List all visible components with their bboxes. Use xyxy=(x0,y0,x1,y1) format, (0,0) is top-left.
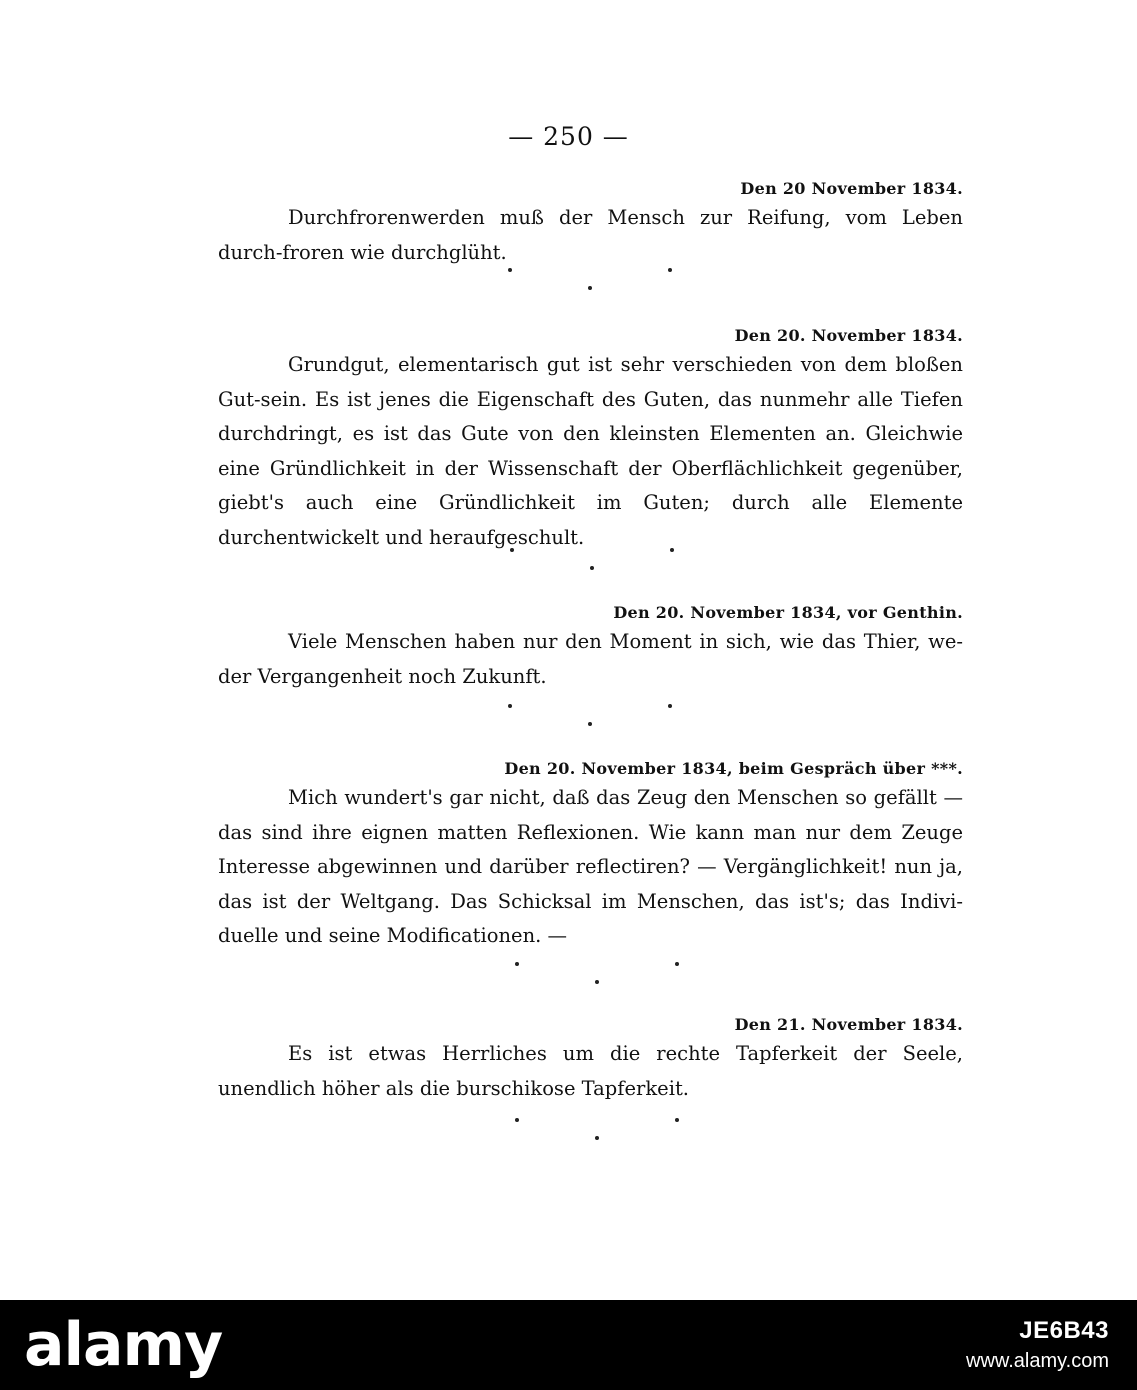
entry-date: Den 20. November 1834, vor Genthin. xyxy=(613,603,963,622)
separator-dots xyxy=(508,268,678,300)
entry-text: Es ist etwas Herrliches um die rechte Tapferkeit der Seele, unendlich höher als die burschikose Tapferkeit. xyxy=(218,1042,963,1100)
diary-entry-3 xyxy=(218,601,963,694)
separator-dots xyxy=(508,704,678,736)
diary-entry-4 xyxy=(218,757,963,954)
entry-date: Den 21. November 1834. xyxy=(734,1015,963,1034)
site-url: www.alamy.com xyxy=(966,1350,1109,1372)
diary-entry-5 xyxy=(218,1013,963,1106)
stock-watermark-bar xyxy=(0,1300,1137,1390)
alamy-logo: alamy xyxy=(24,1310,223,1380)
entry-text: Viele Menschen haben nur den Moment in sich, wie das Thier, we-der Vergangenheit noch Zukunft. xyxy=(218,630,963,688)
entry-date: Den 20. November 1834. xyxy=(734,326,963,345)
entry-date: Den 20. November 1834, beim Gespräch über ***. xyxy=(504,759,963,778)
entry-text: Durchfrorenwerden muß der Mensch zur Reifung, vom Leben durch-froren wie durchglüht. xyxy=(218,206,963,264)
image-id: JE6B43 xyxy=(1019,1317,1109,1344)
entry-date: Den 20 November 1834. xyxy=(740,179,963,198)
entry-text: Grundgut, elementarisch gut ist sehr verschieden von dem bloßen Gut-sein. Es ist jenes die Eigenschaft des Guten, das nunmehr alle Tiefen durchdringt, es ist das Gute von den kleinsten Elementen an. Gleichwie eine Gründlichkeit in der Wissenschaft der Oberflächlichkeit gegenüber, giebt's auch eine Gründlichkeit im Guten; durch alle Elemente durchentwickelt und heraufgeschult. xyxy=(218,353,963,549)
separator-dots xyxy=(515,962,685,994)
diary-entry-2 xyxy=(218,324,963,555)
separator-dots xyxy=(515,1118,685,1150)
page-number: — 250 — xyxy=(508,122,629,151)
entry-text: Mich wundert's gar nicht, daß das Zeug den Menschen so gefällt — das sind ihre eignen matten Reflexionen. Wie kann man nur dem Zeuge Interesse abgewinnen und darüber reflectiren? — Vergänglichkeit! nun ja, das ist der Weltgang. Das Schicksal im Menschen, das ist's; das Indivi-duelle und seine Modificationen. — xyxy=(218,786,963,947)
diary-entry-1 xyxy=(218,177,963,270)
footer-info xyxy=(966,1316,1109,1376)
separator-dots xyxy=(510,548,680,580)
